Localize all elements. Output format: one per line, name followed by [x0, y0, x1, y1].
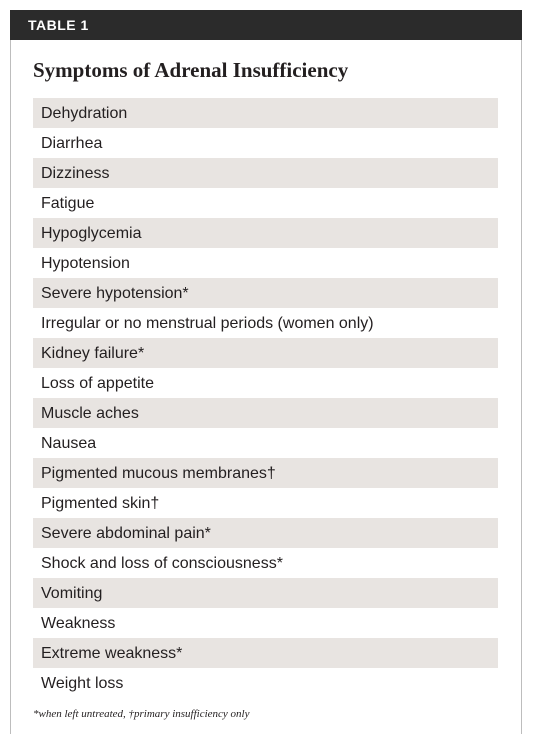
- table-row: Pigmented mucous membranes†: [33, 458, 498, 488]
- table-row: Fatigue: [33, 188, 498, 218]
- table-row: Vomiting: [33, 578, 498, 608]
- table-row: Dehydration: [33, 98, 498, 128]
- table-row: Muscle aches: [33, 398, 498, 428]
- table-row: Dizziness: [33, 158, 498, 188]
- table-label: TABLE 1: [10, 10, 522, 40]
- table-row: Hypoglycemia: [33, 218, 498, 248]
- table-row: Weakness: [33, 608, 498, 638]
- table-row: Diarrhea: [33, 128, 498, 158]
- table-footnote: *when left untreated, †primary insufficiency only: [33, 708, 250, 720]
- table-row: Hypotension: [33, 248, 498, 278]
- table-title: Symptoms of Adrenal Insufficiency: [33, 58, 349, 82]
- table-row: Nausea: [33, 428, 498, 458]
- table-row: Loss of appetite: [33, 368, 498, 398]
- table-row: Severe hypotension*: [33, 278, 498, 308]
- table-row: Kidney failure*: [33, 338, 498, 368]
- table-row: Shock and loss of consciousness*: [33, 548, 498, 578]
- table-row: Severe abdominal pain*: [33, 518, 498, 548]
- symptom-list: [33, 98, 498, 698]
- table-row: Pigmented skin†: [33, 488, 498, 518]
- table-row: Weight loss: [33, 668, 498, 698]
- table-row: Irregular or no menstrual periods (women only): [33, 308, 498, 338]
- table-row: Extreme weakness*: [33, 638, 498, 668]
